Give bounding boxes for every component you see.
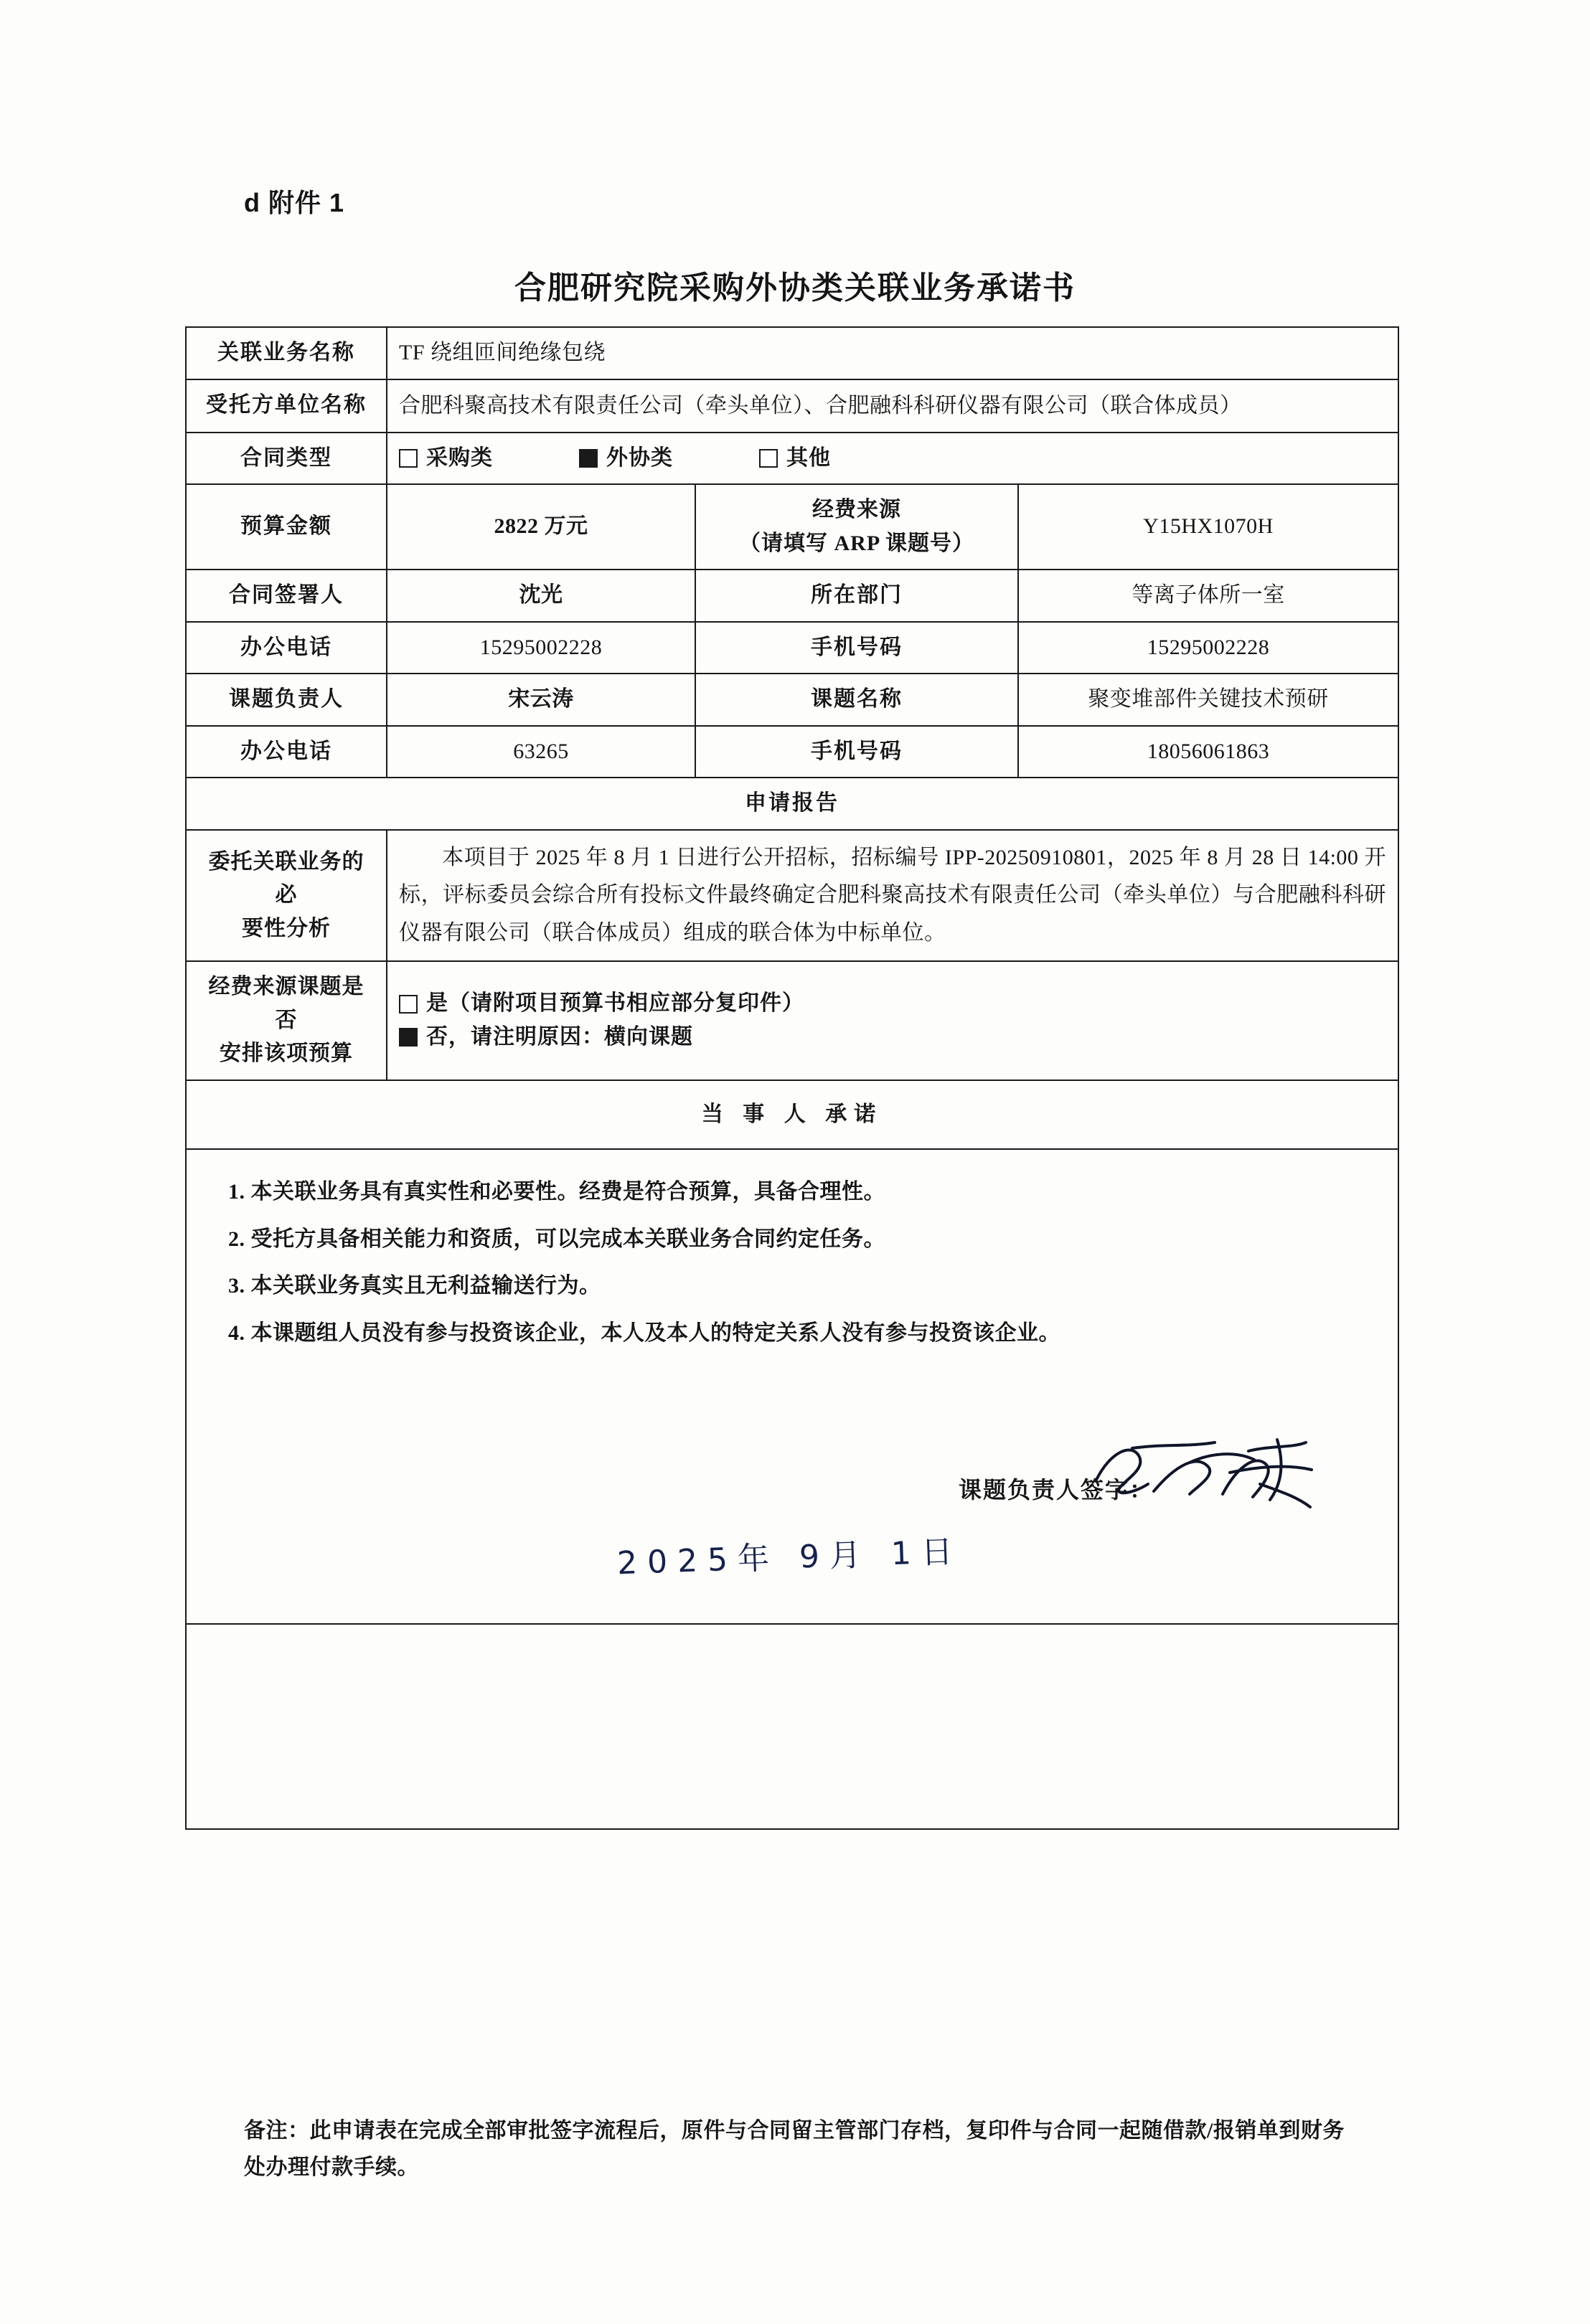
- checkbox-icon: [399, 995, 418, 1014]
- label-office-phone-2: 办公电话: [186, 726, 387, 778]
- label-funding-source-line1: 经费来源: [812, 498, 901, 521]
- value-office-phone-2: 63265: [387, 726, 695, 778]
- table-row-entrusted-unit: [186, 379, 1398, 433]
- label-mobile-1: 手机号码: [695, 622, 1018, 674]
- checkbox-option-purchase[interactable]: [399, 442, 493, 476]
- label-department: 所在部门: [695, 570, 1018, 622]
- promise-list: [215, 1163, 1369, 1365]
- table-row-budget: [186, 484, 1398, 570]
- footnote-text: 此申请表在完成全部审批签字流程后，原件与合同留主管部门存档，复印件与合同一起随借款/报销单到财务处办理付款手续。: [244, 2119, 1345, 2179]
- option-no[interactable]: [399, 1021, 1386, 1054]
- list-item: 4. 本课题组人员没有参与投资该企业，本人及本人的特定关系人没有参与投资该企业。: [228, 1321, 1060, 1345]
- blank-space: [186, 1624, 1398, 1829]
- value-business-name: TF 绕组匝间绝缘包绕: [387, 327, 1398, 379]
- handwritten-date: 2025年 9月 1日: [616, 1533, 964, 1582]
- checkbox-icon: [399, 449, 418, 468]
- checkbox-option-other[interactable]: [759, 442, 831, 476]
- option-yes[interactable]: [399, 987, 1386, 1021]
- table-row-project-leader: [186, 674, 1398, 726]
- section-title-application-report: 申请报告: [186, 778, 1398, 830]
- value-project-leader: 宋云涛: [387, 674, 695, 726]
- label-necessity-line1: 委托关联业务的必: [208, 849, 364, 907]
- value-budget: 2822 万元: [387, 484, 695, 570]
- checkbox-checked-icon: [399, 1028, 418, 1047]
- label-funding-source: [695, 484, 1018, 570]
- table-row-application-report-title: [186, 778, 1398, 830]
- option-no-label: 否，请注明原因：横向课题: [426, 1024, 693, 1049]
- label-budget: 预算金额: [186, 484, 387, 570]
- checkbox-checked-icon: [579, 449, 598, 468]
- value-mobile-1: 15295002228: [1018, 622, 1398, 674]
- list-item: 1. 本关联业务具有真实性和必要性。经费是符合预算，具备合理性。: [228, 1180, 885, 1204]
- checkbox-label: 采购类: [426, 445, 493, 470]
- checkbox-icon: [759, 449, 778, 468]
- label-business-name: 关联业务名称: [186, 327, 387, 379]
- signature-label: 课题负责人签字：: [959, 1477, 1154, 1503]
- label-necessity-line2: 要性分析: [242, 916, 331, 940]
- value-signer: 沈光: [387, 570, 695, 622]
- table-row-business-name: [186, 327, 1398, 379]
- table-row-office-phone-1: [186, 622, 1398, 674]
- label-funding-source-line2: （请填写 ARP 课题号）: [739, 531, 974, 555]
- necessity-text: 本项目于 2025 年 8 月 1 日进行公开招标，招标编号 IPP-20250910801，2025 年 8 月 28 日 14:00 开标，评标委员会综合所有投标文件最终确定合肥科聚高技术有限责任公司（牵头单位）与合肥融科科研仪器有限公司（联合体成员）组成的联合体为中标单位。: [399, 845, 1387, 945]
- checkbox-label: 其他: [786, 445, 831, 470]
- label-signer: 合同签署人: [186, 570, 387, 622]
- contract-type-options: [387, 433, 1398, 485]
- list-item: 3. 本关联业务真实且无利益输送行为。: [228, 1274, 601, 1298]
- page-title: 合肥研究院采购外协类关联业务承诺书: [514, 270, 1076, 306]
- value-necessity-analysis: [387, 830, 1398, 962]
- table-row-necessity: [186, 830, 1398, 962]
- checkbox-option-outsourcing[interactable]: [579, 442, 673, 476]
- attachment-label: d 附件 1: [244, 188, 345, 217]
- label-project-name: 课题名称: [695, 674, 1018, 726]
- value-department: 等离子体所一室: [1018, 570, 1398, 622]
- label-budget-arrangement-line1: 经费来源课题是否: [208, 975, 364, 1032]
- label-necessity-analysis: [186, 830, 387, 962]
- value-funding-source: Y15HX1070H: [1018, 484, 1398, 570]
- checkbox-label: 外协类: [606, 445, 673, 470]
- section-title-promise: 当 事 人 承诺: [186, 1080, 1398, 1150]
- value-project-name: 聚变堆部件关键技术预研: [1018, 674, 1398, 726]
- label-office-phone-1: 办公电话: [186, 622, 387, 674]
- label-contract-type: 合同类型: [186, 433, 387, 485]
- commitment-form-table: [185, 326, 1399, 1830]
- label-budget-arrangement: [186, 961, 387, 1080]
- label-mobile-2: 手机号码: [695, 726, 1018, 778]
- table-row-office-phone-2: [186, 726, 1398, 778]
- value-entrusted-unit: 合肥科聚高技术有限责任公司（牵头单位）、合肥融科科研仪器有限公司（联合体成员）: [387, 379, 1398, 433]
- label-entrusted-unit: 受托方单位名称: [186, 379, 387, 433]
- table-row-promise-title: [186, 1080, 1398, 1150]
- table-row-budget-arrangement: [186, 961, 1398, 1080]
- table-row-contract-type: [186, 433, 1398, 485]
- table-row-promise-body: [186, 1149, 1398, 1624]
- label-project-leader: 课题负责人: [186, 674, 387, 726]
- value-mobile-2: 18056061863: [1018, 726, 1398, 778]
- value-office-phone-1: 15295002228: [387, 622, 695, 674]
- budget-arrangement-options: [387, 961, 1398, 1080]
- list-item: 2. 受托方具备相关能力和资质，可以完成本关联业务合同约定任务。: [228, 1227, 885, 1251]
- label-budget-arrangement-line2: 安排该项预算: [220, 1041, 353, 1065]
- table-row-blank: [186, 1624, 1398, 1829]
- footnote-label: 备注：: [244, 2119, 310, 2143]
- promise-content: [186, 1149, 1398, 1624]
- table-row-signer: [186, 570, 1398, 622]
- signature-area: [215, 1365, 1369, 1623]
- footnote: [244, 2112, 1363, 2186]
- option-yes-label: 是（请附项目预算书相应部分复印件）: [426, 991, 804, 1016]
